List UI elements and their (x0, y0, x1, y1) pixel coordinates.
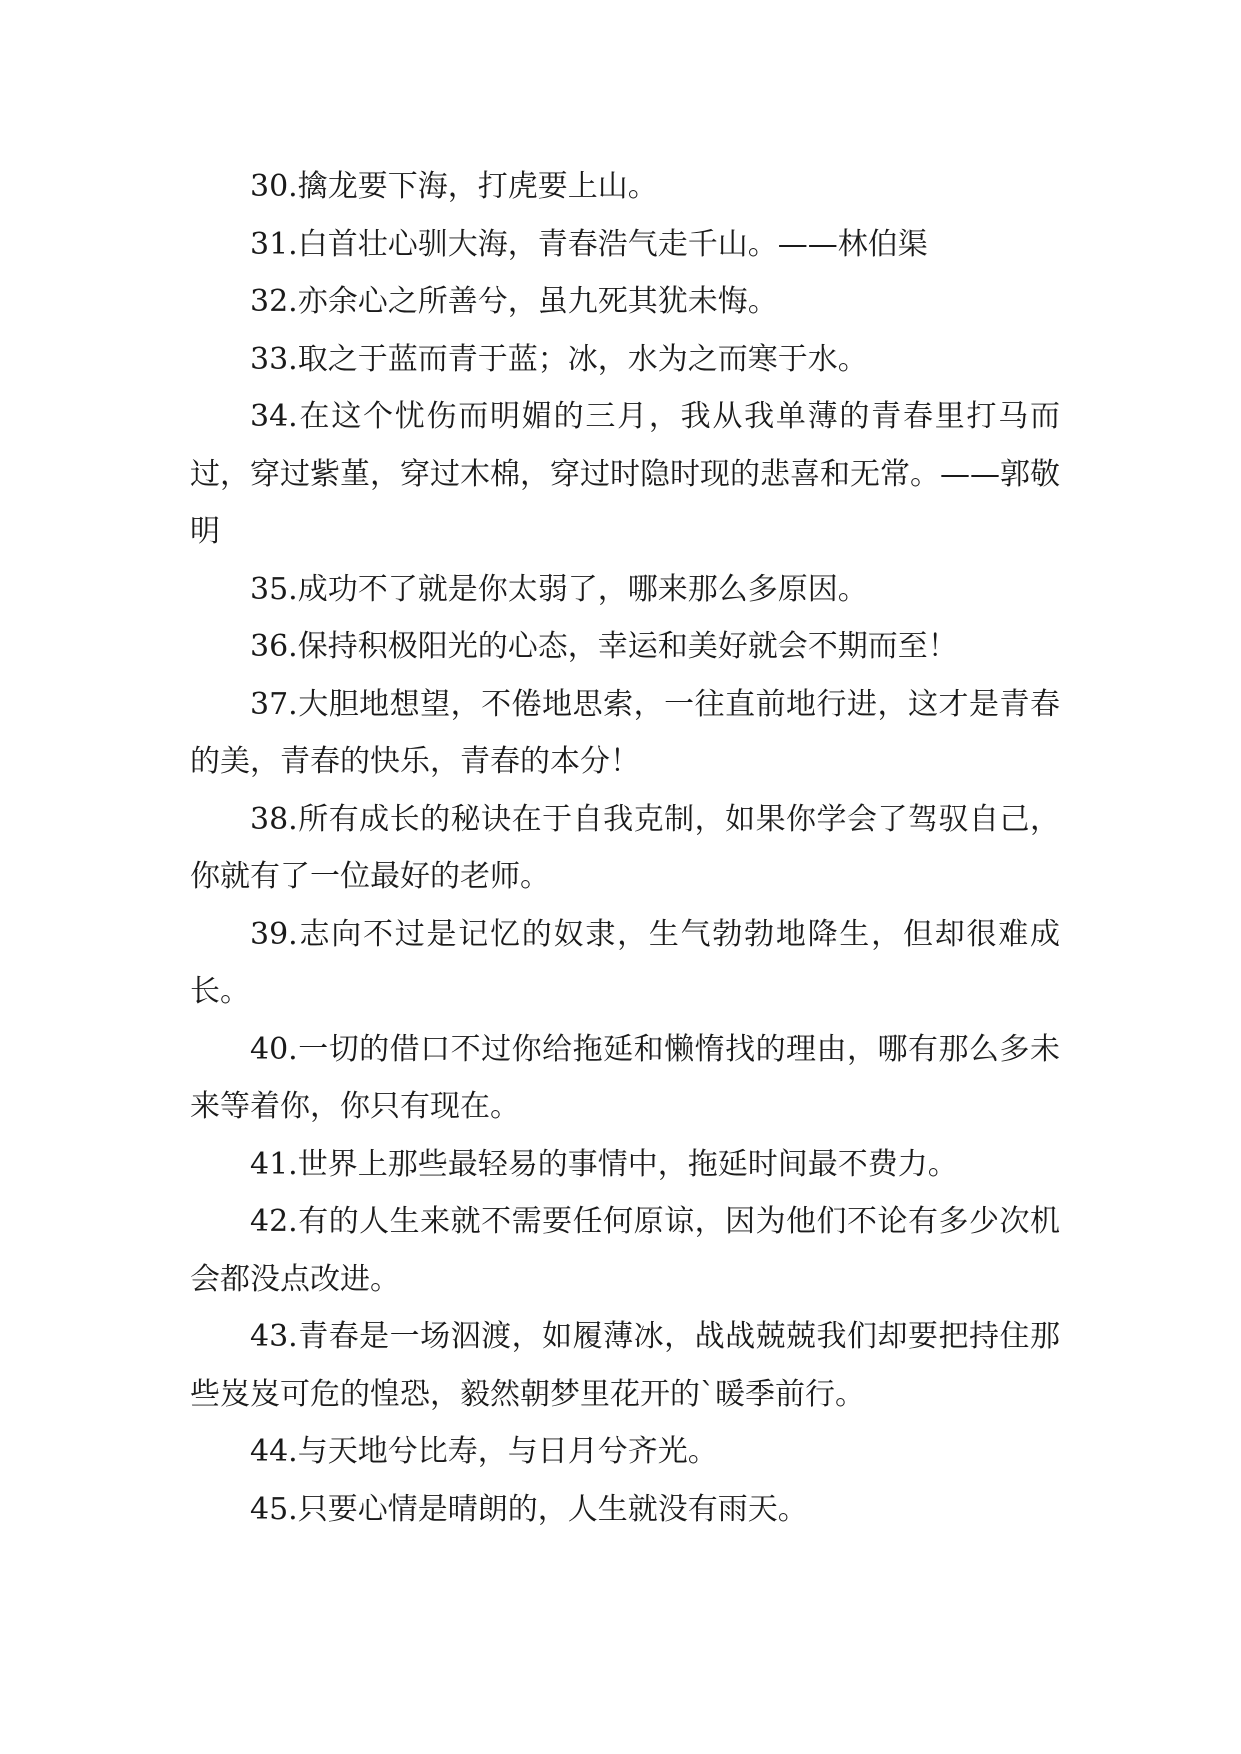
paragraph: 39.志向不过是记忆的奴隶，生气勃勃地降生，但却很难成长。 (190, 916, 1060, 1009)
paragraph: 45.只要心情是晴朗的，人生就没有雨天。 (250, 1491, 808, 1527)
paragraph: 44.与天地兮比寿，与日月兮齐光。 (250, 1434, 718, 1469)
paragraph: 31.白首壮心驯大海，青春浩气走千山。——林伯渠 (250, 226, 928, 262)
paragraph: 35.成功不了就是你太弱了，哪来那么多原因。 (250, 571, 868, 607)
paragraph: 34.在这个忧伤而明媚的三月，我从我单薄的青春里打马而过，穿过紫堇，穿过木棉，穿过时隐时现的悲喜和无常。——郭敬明 (190, 399, 1060, 549)
paragraph: 43.青春是一场泅渡，如履薄冰，战战兢兢我们却要把持住那些岌岌可危的惶恐，毅然朝梦里花开的`暖季前行。 (190, 1319, 1060, 1412)
paragraph: 30.擒龙要下海，打虎要上山。 (250, 169, 658, 204)
paragraph: 42.有的人生来就不需要任何原谅，因为他们不论有多少次机会都没点改进。 (190, 1204, 1060, 1297)
paragraph: 38.所有成长的秘诀在于自我克制，如果你学会了驾驭自己，你就有了一位最好的老师。 (190, 801, 1060, 894)
paragraph: 41.世界上那些最轻易的事情中，拖延时间最不费力。 (250, 1146, 958, 1182)
paragraph: 32.亦余心之所善兮，虽九死其犹未悔。 (250, 284, 778, 319)
paragraph: 37.大胆地想望，不倦地思索，一往直前地行进，这才是青春的美，青春的快乐，青春的本分！ (190, 686, 1060, 779)
paragraph: 36.保持积极阳光的心态，幸运和美好就会不期而至！ (250, 629, 958, 664)
paragraph: 40.一切的借口不过你给拖延和懒惰找的理由，哪有那么多未来等着你，你只有现在。 (190, 1031, 1060, 1124)
paragraph: 33.取之于蓝而青于蓝；冰，水为之而寒于水。 (250, 341, 868, 377)
document-body (190, 158, 1060, 1538)
